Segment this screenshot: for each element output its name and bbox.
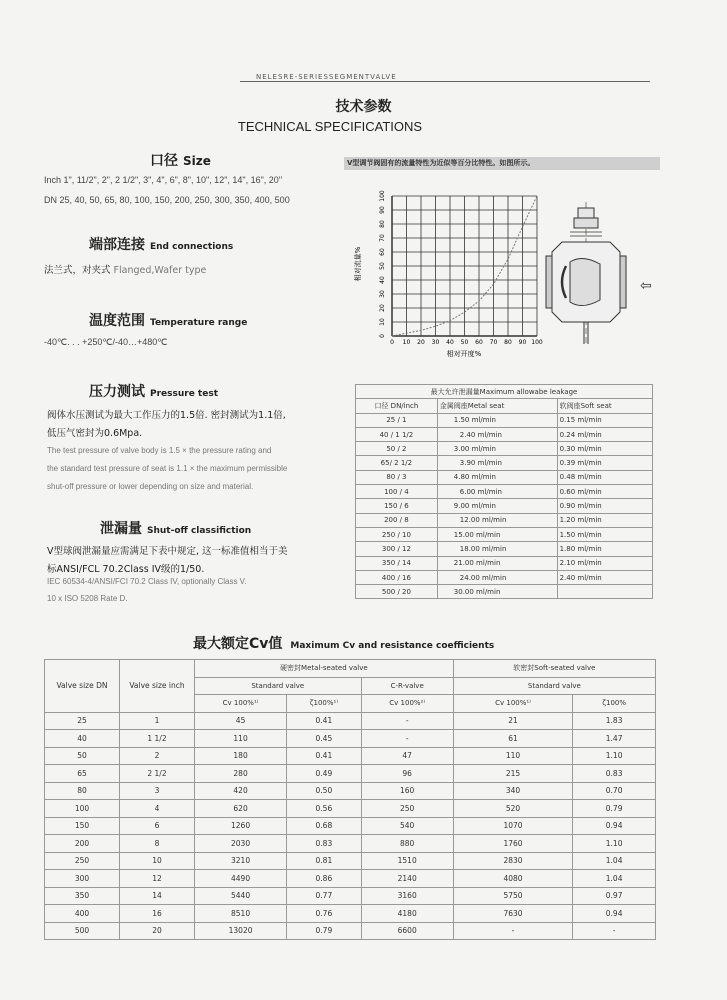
leakage-row	[356, 470, 653, 484]
size-dn-line: DN 25, 40, 50, 65, 80, 100, 150, 200, 250, 300, 350, 400, 500	[44, 195, 290, 205]
cv-cell: 0.68	[287, 817, 361, 835]
leakage-cell: 50 / 2	[356, 442, 438, 456]
cv-cell: 0.41	[287, 712, 361, 730]
cv-cell: 20	[120, 922, 195, 940]
leakage-row	[356, 485, 653, 499]
valve-cross-section	[546, 202, 626, 344]
size-heading	[150, 150, 211, 170]
cv-cell: 400	[45, 905, 120, 923]
header-rule	[240, 81, 650, 82]
cv-cell: 4080	[453, 870, 573, 888]
title-cn: 技术参数	[335, 99, 392, 115]
temp-heading-en: Temperature range	[150, 318, 248, 328]
leakage-row	[356, 527, 653, 541]
y-tick-label: 0	[379, 334, 386, 338]
cv-cell: 12	[120, 870, 195, 888]
leakage-cell: 80 / 3	[356, 470, 438, 484]
cv-cell: 13020	[195, 922, 287, 940]
leakage-cell: 0.48 ml/min	[557, 470, 652, 484]
cv-header-cv3: Cv 100%¹⁾	[453, 695, 573, 713]
leakage-table	[355, 384, 653, 599]
series-header: NELESRE-SERIESSEGMENTVALVE	[256, 73, 397, 81]
cv-header-std2: Standard valve	[453, 677, 655, 695]
cv-cell: 0.86	[287, 870, 361, 888]
y-tick-label: 70	[379, 234, 386, 242]
cv-cell: 5440	[195, 887, 287, 905]
leakage-cell: 250 / 10	[356, 527, 438, 541]
cv-cell: 3210	[195, 852, 287, 870]
shutoff-heading-en: Shut-off classifiction	[147, 526, 252, 536]
leakage-cell: 15.00 ml/min	[437, 527, 557, 541]
leakage-header: 口径 DN/inch	[356, 399, 438, 413]
cv-cell: 47	[361, 747, 453, 765]
cv-cell: 0.79	[573, 800, 656, 818]
cv-cell: 1.10	[573, 747, 656, 765]
leakage-cell: 3.90 ml/min	[437, 456, 557, 470]
cv-cell: 350	[45, 887, 120, 905]
end-text-cn: 法兰式，对夹式	[44, 265, 111, 276]
leakage-cell: 18.00 ml/min	[437, 542, 557, 556]
cv-header-cv2: Cv 100%²⁾	[361, 695, 453, 713]
cv-cell: 340	[453, 782, 573, 800]
cv-cell: 280	[195, 765, 287, 783]
cv-header-cv1: Cv 100%¹⁾	[195, 695, 287, 713]
y-tick-label: 60	[379, 248, 386, 256]
shutoff-en1: IEC 60534-4/ANSI/FCI 70.2 Class IV, optionally Class V.	[47, 577, 247, 586]
cv-cell: 1070	[453, 817, 573, 835]
x-tick-label: 90	[518, 339, 527, 346]
leakage-cell: 2.40 ml/min	[557, 570, 652, 584]
cv-cell: 215	[453, 765, 573, 783]
pressure-en1: The test pressure of valve body is 1.5 × the pressure rating and	[47, 446, 272, 455]
cv-table	[44, 659, 656, 940]
leakage-cell: 1.50 ml/min	[437, 413, 557, 427]
cv-cell: 0.94	[573, 905, 656, 923]
leakage-row	[356, 570, 653, 584]
cv-cell: 2030	[195, 835, 287, 853]
cv-cell: 0.70	[573, 782, 656, 800]
cv-cell: 0.83	[573, 765, 656, 783]
cv-cell: 100	[45, 800, 120, 818]
cv-header-metal: 硬密封Metal-seated valve	[195, 660, 454, 678]
cv-cell: 1.83	[573, 712, 656, 730]
pressure-en3: shut-off pressure or lower depending on size and material.	[47, 482, 254, 491]
cv-heading-en: Maximum Cv and resistance coefficients	[290, 641, 495, 651]
size-heading-en: Size	[183, 154, 211, 168]
shutoff-cn1: V型球阀泄漏量应需满足下表中规定, 这一标准值相当于美	[47, 546, 288, 557]
cv-cell: 40	[45, 730, 120, 748]
cv-cell: 8510	[195, 905, 287, 923]
leakage-cell: 12.00 ml/min	[437, 513, 557, 527]
pressure-heading	[89, 381, 218, 401]
cv-row	[45, 905, 656, 923]
leakage-cell: 1.20 ml/min	[557, 513, 652, 527]
chart-y-label: 相对流量%	[354, 246, 362, 282]
cv-cell: 110	[453, 747, 573, 765]
cv-row	[45, 887, 656, 905]
leakage-header-row	[356, 399, 653, 413]
leakage-cell: 350 / 14	[356, 556, 438, 570]
x-tick-label: 0	[390, 339, 394, 346]
pressure-cn1: 阀体水压测试为最大工作压力的1.5倍. 密封测试为1.1倍,	[47, 410, 286, 421]
cv-cell: 0.45	[287, 730, 361, 748]
cv-header-inch: Valve size inch	[120, 660, 195, 713]
leakage-cell: 500 / 20	[356, 585, 438, 599]
cv-cell: 180	[195, 747, 287, 765]
leakage-cell: 21.00 ml/min	[437, 556, 557, 570]
cv-cell: 0.77	[287, 887, 361, 905]
leakage-cell: 150 / 6	[356, 499, 438, 513]
leakage-cell: 0.39 ml/min	[557, 456, 652, 470]
cv-cell: 1510	[361, 852, 453, 870]
leakage-cell: 2.10 ml/min	[557, 556, 652, 570]
cv-cell: 50	[45, 747, 120, 765]
cv-cell: 4180	[361, 905, 453, 923]
temp-heading	[89, 310, 247, 330]
cv-cell: 7630	[453, 905, 573, 923]
temp-heading-cn: 温度范围	[89, 313, 145, 329]
cv-cell: 3	[120, 782, 195, 800]
cv-cell: 0.50	[287, 782, 361, 800]
cv-row	[45, 765, 656, 783]
leakage-row	[356, 513, 653, 527]
cv-cell: 500	[45, 922, 120, 940]
cv-header-z2: ζ100%	[573, 695, 656, 713]
leakage-caption: 最大允许泄漏量Maximum allowabe leakage	[356, 385, 653, 399]
cv-header-std: Standard valve	[195, 677, 362, 695]
cv-row	[45, 730, 656, 748]
cv-cell: 150	[45, 817, 120, 835]
leakage-cell: 24.00 ml/min	[437, 570, 557, 584]
y-tick-label: 10	[379, 318, 386, 326]
y-tick-label: 40	[379, 276, 386, 284]
leakage-cell: 200 / 8	[356, 513, 438, 527]
leakage-cell: 0.15 ml/min	[557, 413, 652, 427]
cv-cell: 540	[361, 817, 453, 835]
chart-x-label: 相对开度%	[446, 350, 482, 358]
cv-cell: -	[453, 922, 573, 940]
y-tick-label: 90	[379, 206, 386, 214]
cv-row	[45, 922, 656, 940]
y-tick-label: 20	[379, 304, 386, 312]
cv-cell: 0.97	[573, 887, 656, 905]
leakage-cell: 65/ 2 1/2	[356, 456, 438, 470]
leakage-row	[356, 585, 653, 599]
cv-row	[45, 852, 656, 870]
cv-cell: 110	[195, 730, 287, 748]
leakage-cell: 3.00 ml/min	[437, 442, 557, 456]
cv-cell: 300	[45, 870, 120, 888]
pressure-heading-cn: 压力测试	[89, 384, 145, 400]
chart-grid	[392, 196, 537, 336]
cv-row	[45, 835, 656, 853]
cv-header-dn: Valve size DN	[45, 660, 120, 713]
cv-cell: 0.76	[287, 905, 361, 923]
leakage-cell: 0.90 ml/min	[557, 499, 652, 513]
leakage-row	[356, 499, 653, 513]
cv-cell: 21	[453, 712, 573, 730]
cv-cell: 0.94	[573, 817, 656, 835]
leakage-header: 软阀座Soft seat	[557, 399, 652, 413]
end-text-en: Flanged,Wafer type	[113, 265, 207, 276]
cv-cell: 61	[453, 730, 573, 748]
y-tick-label: 100	[379, 190, 386, 202]
flow-arrow-icon: ⇦	[640, 278, 652, 294]
flow-chart	[344, 172, 660, 364]
cv-row	[45, 747, 656, 765]
end-heading-cn: 端部连接	[89, 237, 145, 253]
x-tick-label: 50	[460, 339, 469, 346]
cv-cell: 0.81	[287, 852, 361, 870]
cv-cell: 1.04	[573, 870, 656, 888]
cv-cell: 5750	[453, 887, 573, 905]
cv-header-z1: ζ100%¹⁾	[287, 695, 361, 713]
cv-cell: 4490	[195, 870, 287, 888]
cv-cell: 200	[45, 835, 120, 853]
x-tick-label: 70	[489, 339, 498, 346]
cv-cell: 1.47	[573, 730, 656, 748]
cv-cell: 0.56	[287, 800, 361, 818]
x-tick-label: 10	[402, 339, 411, 346]
leakage-row	[356, 427, 653, 441]
size-inch-line: Inch 1", 11/2", 2", 2 1/2", 3", 4", 6", 8", 10", 12", 14", 16", 20"	[44, 175, 283, 185]
end-heading	[89, 234, 233, 254]
shutoff-cn2: 标ANSI/FCL 70.2Class IV级的1/50.	[47, 564, 205, 575]
leakage-cell: 6.00 ml/min	[437, 485, 557, 499]
cv-cell: 16	[120, 905, 195, 923]
cv-cell: 96	[361, 765, 453, 783]
pressure-cn2: 低压气密封为0.6Mpa.	[47, 428, 143, 439]
cv-cell: 80	[45, 782, 120, 800]
cv-cell: 160	[361, 782, 453, 800]
cv-cell: 8	[120, 835, 195, 853]
leakage-cell: 2.40 ml/min	[437, 427, 557, 441]
cv-cell: 2140	[361, 870, 453, 888]
x-tick-label: 60	[475, 339, 483, 346]
leakage-cell: 0.30 ml/min	[557, 442, 652, 456]
cv-row	[45, 712, 656, 730]
cv-cell: 10	[120, 852, 195, 870]
cv-header-cr: C-R-valve	[361, 677, 453, 695]
cv-cell: 2	[120, 747, 195, 765]
shutoff-heading	[100, 518, 251, 538]
cv-cell: -	[361, 730, 453, 748]
leakage-row	[356, 442, 653, 456]
leakage-cell: 1.80 ml/min	[557, 542, 652, 556]
cv-row	[45, 817, 656, 835]
leakage-row	[356, 456, 653, 470]
chart-y-ticks	[379, 190, 386, 338]
end-text	[44, 262, 206, 276]
cv-cell: 6600	[361, 922, 453, 940]
cv-cell: 1.04	[573, 852, 656, 870]
y-tick-label: 30	[379, 290, 386, 298]
cv-cell: 14	[120, 887, 195, 905]
leakage-header: 金属阀座Metal seat	[437, 399, 557, 413]
cv-cell: 3160	[361, 887, 453, 905]
cv-cell: 2 1/2	[120, 765, 195, 783]
cv-row	[45, 782, 656, 800]
end-heading-en: End connections	[150, 242, 234, 252]
cv-cell: 0.41	[287, 747, 361, 765]
x-tick-label: 20	[417, 339, 425, 346]
cv-cell: -	[573, 922, 656, 940]
x-tick-label: 100	[531, 339, 543, 346]
cv-cell: 65	[45, 765, 120, 783]
leakage-cell: 1.50 ml/min	[557, 527, 652, 541]
cv-cell: 4	[120, 800, 195, 818]
cv-cell: 520	[453, 800, 573, 818]
leakage-cell: 30.00 ml/min	[437, 585, 557, 599]
size-heading-cn: 口径	[150, 153, 178, 169]
shutoff-en2: 10 x ISO 5208 Rate D.	[47, 594, 128, 603]
cv-cell: 880	[361, 835, 453, 853]
leakage-cell: 300 / 12	[356, 542, 438, 556]
temp-text: -40℃. . . +250℃/-40…+480℃	[44, 337, 168, 347]
cv-cell: 6	[120, 817, 195, 835]
leakage-row	[356, 542, 653, 556]
shutoff-heading-cn: 泄漏量	[100, 521, 142, 537]
cv-cell: 250	[45, 852, 120, 870]
cv-cell: 0.49	[287, 765, 361, 783]
cv-cell: 1760	[453, 835, 573, 853]
leakage-cell: 0.60 ml/min	[557, 485, 652, 499]
cv-cell: 25	[45, 712, 120, 730]
cv-cell: 250	[361, 800, 453, 818]
pressure-heading-en: Pressure test	[150, 389, 219, 399]
y-tick-label: 50	[379, 262, 386, 270]
x-tick-label: 30	[431, 339, 440, 346]
title-en: TECHNICAL SPECIFICATIONS	[237, 119, 423, 134]
cv-heading-cn: 最大额定Cv值	[193, 636, 283, 652]
cv-cell: 1260	[195, 817, 287, 835]
leakage-cell: 4.80 ml/min	[437, 470, 557, 484]
cv-row	[45, 800, 656, 818]
cv-cell: 1	[120, 712, 195, 730]
pressure-en2: the standard test pressure of seat is 1.1 × the maximum permissible	[47, 464, 288, 473]
leakage-cell: 400 / 16	[356, 570, 438, 584]
cv-row	[45, 870, 656, 888]
leakage-cell: 100 / 4	[356, 485, 438, 499]
chart-caption: V型调节阀固有的流量特性为近似等百分比特性。如图所示。	[344, 157, 660, 170]
leakage-cell	[557, 585, 652, 599]
cv-cell: 420	[195, 782, 287, 800]
leakage-cell: 0.24 ml/min	[557, 427, 652, 441]
chart-x-ticks	[390, 339, 543, 346]
leakage-row	[356, 413, 653, 427]
cv-cell: 620	[195, 800, 287, 818]
x-tick-label: 40	[446, 339, 454, 346]
cv-cell: 1 1/2	[120, 730, 195, 748]
cv-cell: -	[361, 712, 453, 730]
leakage-row	[356, 556, 653, 570]
cv-cell: 0.83	[287, 835, 361, 853]
x-tick-label: 80	[504, 339, 512, 346]
leakage-cell: 9.00 ml/min	[437, 499, 557, 513]
y-tick-label: 80	[379, 220, 386, 228]
cv-cell: 1.10	[573, 835, 656, 853]
cv-header-row	[45, 660, 656, 678]
cv-cell: 0.79	[287, 922, 361, 940]
cv-heading	[193, 633, 494, 653]
cv-cell: 2830	[453, 852, 573, 870]
leakage-cell: 40 / 1 1/2	[356, 427, 438, 441]
leakage-caption-row	[356, 385, 653, 399]
cv-header-soft: 软密封Soft-seated valve	[453, 660, 655, 678]
cv-cell: 45	[195, 712, 287, 730]
leakage-cell: 25 / 1	[356, 413, 438, 427]
